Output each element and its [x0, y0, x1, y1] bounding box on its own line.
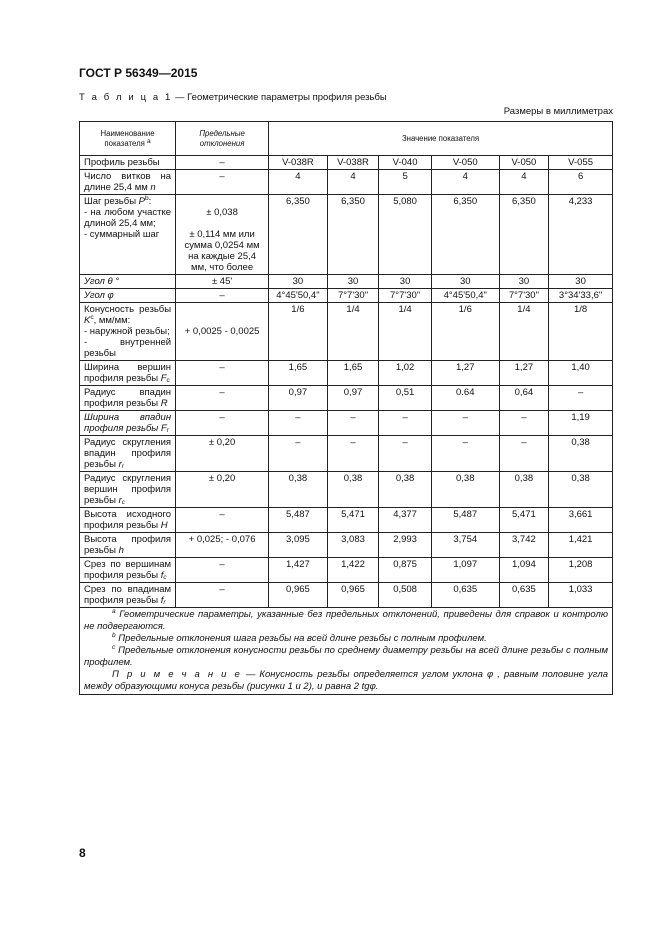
taper-symbol: K	[84, 315, 91, 326]
pitch-value: 4,233	[549, 195, 613, 275]
root-width-value: –	[327, 411, 379, 436]
footnote-b-text: Предельные отклонения шага резьбы на всей длине резьбы с полным профилем.	[115, 633, 487, 644]
crest-trunc-value: 1,094	[499, 558, 549, 583]
profile-height-value: 3,083	[327, 533, 379, 558]
profile-value: V-038R	[327, 156, 379, 170]
root-radius-value: 0,97	[327, 386, 379, 411]
crest-width-value: 1,27	[499, 361, 549, 386]
pitch-value: 6,350	[499, 195, 549, 275]
basic-height-name: Высота исходного профиля резьбы	[84, 509, 172, 531]
profile-height-name: Высота профиля резьбы	[84, 534, 172, 556]
angle-theta-tol: ± 45'	[176, 275, 269, 289]
crest-width-value: 1,40	[549, 361, 613, 386]
root-trunc-sub: r	[163, 599, 166, 606]
header-tolerance: Предельные отклонения	[176, 122, 269, 156]
table-row-basic-height	[80, 508, 613, 533]
angle-theta-value: 30	[431, 275, 499, 289]
root-radius-name: Радиус впадин профиля резьбы	[84, 387, 172, 409]
profile-value: V-055	[549, 156, 613, 170]
turns-value: 4	[431, 170, 499, 195]
taper-value: 1/8	[549, 303, 613, 361]
crest-fillet-symbol: r	[118, 495, 122, 506]
crest-fillet-value: 0,38	[379, 472, 432, 508]
turns-value: 6	[549, 170, 613, 195]
taper-value: 1/6	[269, 303, 328, 361]
profile-height-value: 3,095	[269, 533, 328, 558]
root-width-sub: r	[166, 427, 169, 434]
root-trunc-value: 0,508	[379, 583, 432, 608]
crest-trunc-name-cell	[80, 558, 176, 583]
table-label: Т а б л и ц а 1	[79, 92, 173, 103]
table-row-root-radius	[80, 386, 613, 411]
profile-value: V-040	[379, 156, 432, 170]
pitch-tol-a: ± 0,038	[206, 207, 238, 218]
root-fillet-tol: ± 0,20	[176, 436, 269, 472]
profile-name: Профиль резьбы	[80, 156, 176, 170]
root-trunc-value: 1,033	[549, 583, 613, 608]
basic-height-value: 3,661	[549, 508, 613, 533]
taper-value: 1/4	[499, 303, 549, 361]
table-title: — Геометрические параметры профиля резьбы	[172, 92, 387, 103]
root-fillet-value: –	[327, 436, 379, 472]
pitch-tol-cell	[176, 195, 269, 275]
pitch-sub-b: - суммарный шаг	[84, 229, 160, 240]
basic-height-value: 5,487	[269, 508, 328, 533]
thread-parameters-table	[79, 121, 613, 695]
angle-theta-value: 30	[379, 275, 432, 289]
turns-name-cell	[80, 170, 176, 195]
crest-fillet-name: Радиус скругления вершин профиля резьбы	[84, 473, 172, 506]
pitch-name-rest: :	[148, 196, 152, 207]
turns-tol: –	[176, 170, 269, 195]
root-width-value: –	[269, 411, 328, 436]
table-row-crest-truncation	[80, 558, 613, 583]
table-row-profile-height	[80, 533, 613, 558]
root-width-value: –	[379, 411, 432, 436]
footnote-b-mark: b	[112, 632, 116, 639]
pitch-name: Шаг резьбы	[84, 196, 139, 207]
profile-tol: –	[176, 156, 269, 170]
angle-theta-value: 30	[327, 275, 379, 289]
crest-width-symbol: F	[160, 373, 167, 384]
crest-fillet-value: 0,38	[431, 472, 499, 508]
root-trunc-value: 0,965	[269, 583, 328, 608]
footnotes-cell	[80, 608, 613, 695]
footnote-b	[84, 633, 608, 645]
pitch-sub-a: - на любом участке длиной 25,4 мм;	[84, 207, 172, 229]
table-row-root-width	[80, 411, 613, 436]
basic-height-value: 5,487	[431, 508, 499, 533]
crest-width-value: 1,65	[269, 361, 328, 386]
root-width-value: –	[431, 411, 499, 436]
crest-trunc-value: 1,422	[327, 558, 379, 583]
table-row-taper	[80, 303, 613, 361]
pitch-sup: b	[145, 195, 149, 202]
crest-trunc-value: 1,097	[431, 558, 499, 583]
angle-phi-value: 3°34'33,6"	[549, 289, 613, 303]
root-fillet-name-cell	[80, 436, 176, 472]
footnote-a-mark: a	[112, 608, 116, 615]
table-row-root-truncation	[80, 583, 613, 608]
crest-trunc-value: 1,427	[269, 558, 328, 583]
root-radius-name-cell	[80, 386, 176, 411]
footnote-c-mark: c	[112, 644, 116, 651]
taper-name: Конусность резьбы	[84, 304, 172, 315]
profile-height-value: 1,421	[549, 533, 613, 558]
header-name-cell	[80, 122, 176, 156]
crest-fillet-value: 0,38	[269, 472, 328, 508]
crest-trunc-symbol: f	[160, 570, 164, 581]
basic-height-symbol: H	[160, 520, 168, 531]
crest-fillet-value: 0,38	[499, 472, 549, 508]
root-radius-value: 0,51	[379, 386, 432, 411]
taper-tol: + 0,0025 - 0,0025	[176, 303, 269, 361]
root-width-value: 1,19	[549, 411, 613, 436]
root-radius-value: 0,64	[499, 386, 549, 411]
profile-height-tol: + 0,025; - 0,076	[176, 533, 269, 558]
document-code: ГОСТ Р 56349—2015	[79, 66, 198, 80]
taper-name-rest: , мм/мм:	[93, 315, 131, 326]
crest-width-name: Ширина вершин профиля резьбы	[84, 362, 172, 384]
taper-value: 1/4	[327, 303, 379, 361]
profile-height-value: 3,742	[499, 533, 549, 558]
footnote-c-text: Предельные отклонения конусности резьбы по среднему диаметру резьбы на всей длине резьбы с полным профилем.	[84, 645, 608, 668]
crest-width-name-cell	[80, 361, 176, 386]
table-row-pitch	[80, 195, 613, 275]
root-trunc-value: 0,965	[327, 583, 379, 608]
pitch-tol-b: ± 0,114 мм или сумма 0,0254 мм на каждые 25,4 мм, что более	[184, 229, 260, 273]
root-trunc-value: 0,635	[499, 583, 549, 608]
crest-trunc-tol: –	[176, 558, 269, 583]
angle-theta-value: 30	[499, 275, 549, 289]
root-trunc-symbol: f	[160, 595, 164, 606]
pitch-name-cell	[80, 195, 176, 275]
table-row-angle-theta	[80, 275, 613, 289]
root-fillet-value: 0,38	[549, 436, 613, 472]
crest-fillet-tol: ± 0,20	[176, 472, 269, 508]
crest-trunc-value: 1,208	[549, 558, 613, 583]
turns-value: 4	[327, 170, 379, 195]
angle-theta-value: 30	[549, 275, 613, 289]
crest-width-value: 1,02	[379, 361, 432, 386]
basic-height-value: 5,471	[327, 508, 379, 533]
angle-phi-value: 7°7'30"	[379, 289, 432, 303]
pitch-value: 5,080	[379, 195, 432, 275]
table-caption	[79, 92, 387, 103]
root-trunc-tol: –	[176, 583, 269, 608]
footnote-a	[84, 609, 608, 633]
table-row-root-fillet	[80, 436, 613, 472]
table-row-angle-phi	[80, 289, 613, 303]
root-width-name: Ширина впадин профиля резьбы	[84, 412, 172, 434]
table-row-crest-fillet	[80, 472, 613, 508]
crest-fillet-value: 0,38	[327, 472, 379, 508]
profile-value: V-050	[499, 156, 549, 170]
crest-fillet-name-cell	[80, 472, 176, 508]
footnote-a-text: Геометрические параметры, указанные без предельных отклонений, приведены для справок и контролю не подвергаются.	[84, 609, 608, 632]
angle-phi-value: 7°7'30"	[327, 289, 379, 303]
angle-theta-value: 30	[269, 275, 328, 289]
table-note	[84, 669, 608, 693]
taper-sub-a: - наружной резьбы;	[84, 326, 170, 337]
footnote-c	[84, 645, 608, 669]
root-radius-tol: –	[176, 386, 269, 411]
root-width-tol: –	[176, 411, 269, 436]
root-radius-value: 0.64	[431, 386, 499, 411]
crest-width-value: 1,65	[327, 361, 379, 386]
note-text: — Конусность резьбы определяется углом уклона φ , равным половине угла между образующими конуса резьбы (рисунки 1 и 2), и равна 2 tgφ.	[84, 669, 608, 692]
angle-phi-value: 4°45'50,4"	[269, 289, 328, 303]
turns-value: 4	[499, 170, 549, 195]
crest-fillet-sub: c	[121, 499, 125, 506]
pitch-symbol: P	[138, 196, 146, 207]
profile-height-value: 2,993	[379, 533, 432, 558]
crest-trunc-sub: c	[163, 574, 167, 581]
turns-value: 5	[379, 170, 432, 195]
root-trunc-name: Срез по впадинам профиля резьбы	[84, 584, 172, 606]
basic-height-value: 5,471	[499, 508, 549, 533]
basic-height-tol: –	[176, 508, 269, 533]
crest-fillet-value: 0,38	[549, 472, 613, 508]
profile-value: V-038R	[269, 156, 328, 170]
page-number: 8	[79, 846, 86, 860]
table-row-turns	[80, 170, 613, 195]
turns-value: 4	[269, 170, 328, 195]
note-label: П р и м е ч а н и е	[112, 669, 242, 680]
crest-width-value: 1,27	[431, 361, 499, 386]
profile-height-name-cell	[80, 533, 176, 558]
pitch-value: 6,350	[431, 195, 499, 275]
turns-name: Число витков на длине 25,4 мм	[84, 171, 172, 193]
turns-symbol: n	[150, 182, 156, 193]
crest-width-tol: –	[176, 361, 269, 386]
units-note: Размеры в миллиметрах	[503, 106, 613, 117]
profile-height-symbol: h	[118, 545, 124, 556]
header-name: Наименование показателя	[100, 128, 155, 148]
root-fillet-value: –	[431, 436, 499, 472]
angle-phi-tol: –	[176, 289, 269, 303]
angle-theta-name: Угол θ °	[80, 275, 176, 289]
root-fillet-value: –	[499, 436, 549, 472]
root-fillet-value: –	[269, 436, 328, 472]
root-trunc-value: 0,635	[431, 583, 499, 608]
pitch-value: 6,350	[327, 195, 379, 275]
taper-name-cell	[80, 303, 176, 361]
profile-value: V-050	[431, 156, 499, 170]
root-trunc-name-cell	[80, 583, 176, 608]
taper-value: 1/6	[431, 303, 499, 361]
root-fillet-sub: r	[121, 463, 124, 470]
crest-width-sub: c	[166, 377, 170, 384]
root-radius-value: 0,97	[269, 386, 328, 411]
basic-height-value: 4,377	[379, 508, 432, 533]
root-width-value: –	[499, 411, 549, 436]
root-radius-value: –	[549, 386, 613, 411]
angle-phi-name: Угол φ	[80, 289, 176, 303]
crest-trunc-name: Срез по вершинам профиля резьбы	[84, 559, 172, 581]
angle-phi-value: 4°45'50,4"	[431, 289, 499, 303]
root-fillet-symbol: r	[118, 459, 122, 470]
table-row-notes	[80, 608, 613, 695]
table-row-crest-width	[80, 361, 613, 386]
table-row-profile	[80, 156, 613, 170]
angle-phi-value: 7°7'30"	[499, 289, 549, 303]
root-fillet-name: Радиус скругления впадин профиля резьбы	[84, 437, 172, 470]
pitch-value: 6,350	[269, 195, 328, 275]
header-values: Значение показателя	[269, 122, 613, 156]
taper-sup: c	[90, 314, 94, 321]
taper-value: 1/4	[379, 303, 432, 361]
crest-trunc-value: 0,875	[379, 558, 432, 583]
profile-height-value: 3,754	[431, 533, 499, 558]
header-name-sup: a	[147, 137, 151, 145]
taper-sub-b: - внутренней резьбы	[84, 337, 172, 359]
header-row	[80, 122, 613, 156]
root-fillet-value: –	[379, 436, 432, 472]
root-width-name-cell	[80, 411, 176, 436]
basic-height-name-cell	[80, 508, 176, 533]
root-width-symbol: F	[160, 423, 167, 434]
root-radius-symbol: R	[160, 398, 168, 409]
